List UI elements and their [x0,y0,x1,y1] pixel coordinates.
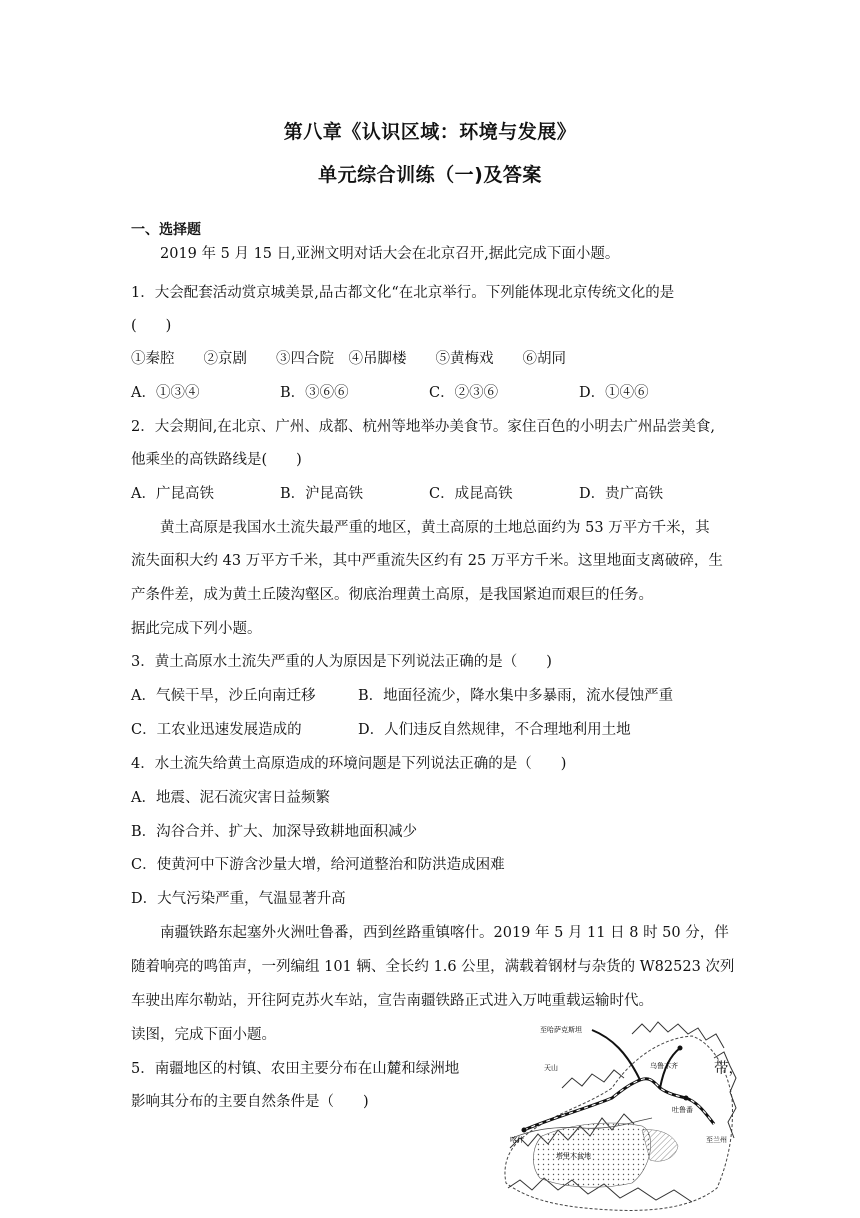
question-4-option-a: A．地震、泥石流灾害日益频繁 [131,790,330,806]
label-urumqi: 乌鲁木齐 [650,1062,678,1070]
question-1-option-c: C．②③⑥ [429,385,499,401]
kashgar-city-dot [522,1128,527,1133]
label-kashgar: 喀什 [510,1136,524,1144]
passage-2-line: 随着响亮的鸣笛声，一列编组 101 辆、全长约 1.6 公里，满载着钢材与杂货的 W82523 次列 [131,959,735,975]
question-2-option-c: C．成昆高铁 [429,486,513,502]
railway-line [524,1079,714,1130]
label-turpan: 吐鲁番 [672,1106,693,1114]
label-tianshan: 天山 [544,1064,558,1072]
question-3-option-c: C．工农业迅速发展造成的 [131,722,302,738]
question-4-option-b: B．沟谷合并、扩大、加深导致耕地面积减少 [131,824,418,840]
question-4-stem: 4．水土流失给黄土高原造成的环境问题是下列说法正确的是（ ) [131,756,567,772]
passage-1-instruction: 据此完成下列小题。 [131,621,262,637]
question-5-stem-cont: 影响其分布的主要自然条件是（ ) [131,1094,369,1110]
question-2-stem-cont: 他乘坐的高铁路线是( ) [131,452,302,468]
passage-1-line: 产条件差，成为黄土丘陵沟壑区。彻底治理黄土高原，是我国紧迫而艰巨的任务。 [131,587,653,603]
passage-2-line: 车驶出库尔勒站，开往阿克苏火车站，宣告南疆铁路正式进入万吨重载运输时代。 [131,993,653,1009]
passage-2-instruction: 读图，完成下面小题。 [131,1027,276,1043]
railway-line-dash [524,1079,714,1130]
question-4-option-d: D．大气污染严重，气温显著升高 [131,891,346,907]
question-1-stem: 1．大会配套活动赏京城美景,品古都文化“在北京举行。下列能体现北京传统文化的是 [131,285,675,301]
passage-1-line: 黄土高原是我国水土流失最严重的地区，黄土高原的土地总面约为 53 万平方千米，其 [160,520,710,536]
question-3-stem: 3．黄土高原水土流失严重的人为原因是下列说法正确的是（ ) [131,654,552,670]
passage-1-line: 流失面积大约 43 万平方千米，其中严重流失区约有 25 万平方千米。这里地面支离破碎，生 [131,553,723,569]
question-2-option-a: A．广昆高铁 [131,486,214,502]
eastern-mountains [714,1052,736,1138]
question-5-stem-end: 带， [714,1061,743,1077]
question-1-paren: ( ) [131,318,172,334]
northern-mountains [632,1022,724,1048]
map-graphic [492,1018,738,1214]
question-2-option-d: D．贵广高铁 [579,486,664,502]
question-2-option-b: B．沪昆高铁 [280,486,364,502]
question-4-option-c: C．使黄河中下游含沙量大增，给河道整治和防洪造成困难 [131,857,505,873]
question-3-option-d: D．人们违反自然规律，不合理地利用土地 [358,722,631,738]
passage-2-line: 南疆铁路东起塞外火洲吐鲁番，西到丝路重镇喀什。2019 年 5 月 11 日 8 时 50 分，伴 [160,925,729,941]
page-subtitle: 单元综合训练（一)及答案 [318,164,542,186]
tarim-basin-area [533,1123,650,1187]
question-2-stem: 2．大会期间,在北京、广州、成都、杭州等地举办美食节。家住百色的小明去广州品尝美食, [131,419,715,435]
label-tarim-basin: 塔里木盆地 [556,1152,591,1160]
south-xinjiang-railway-map [492,1018,738,1214]
question-3-option-a: A．气候干旱，沙丘向南迁移 [131,688,316,704]
turpan-city-dot [684,1096,689,1101]
tianshan-mountains [562,1070,624,1088]
section-heading: 一、选择题 [131,222,201,238]
railway-branch-north [592,1030,640,1080]
question-5-stem: 5．南疆地区的村镇、农田主要分布在山麓和绿洲地 [131,1061,460,1077]
page-title: 第八章《认识区域：环境与发展》 [283,121,577,143]
label-lanzhou: 至兰州 [706,1136,727,1144]
intro-text: 2019 年 5 月 15 日,亚洲文明对话大会在北京召开,据此完成下面小题。 [160,246,620,262]
label-north: 至哈萨克斯坦 [540,1026,582,1034]
question-1-items: ①秦腔 ②京剧 ③四合院 ④吊脚楼 ⑤黄梅戏 ⑥胡同 [131,351,566,367]
question-1-option-d: D．①④⑥ [579,385,649,401]
question-1-option-b: B．③⑥⑥ [280,385,349,401]
question-3-option-b: B．地面径流少，降水集中多暴雨，流水侵蚀严重 [358,688,674,704]
urumqi-city-dot [678,1046,683,1051]
question-1-option-a: A．①③④ [131,385,200,401]
